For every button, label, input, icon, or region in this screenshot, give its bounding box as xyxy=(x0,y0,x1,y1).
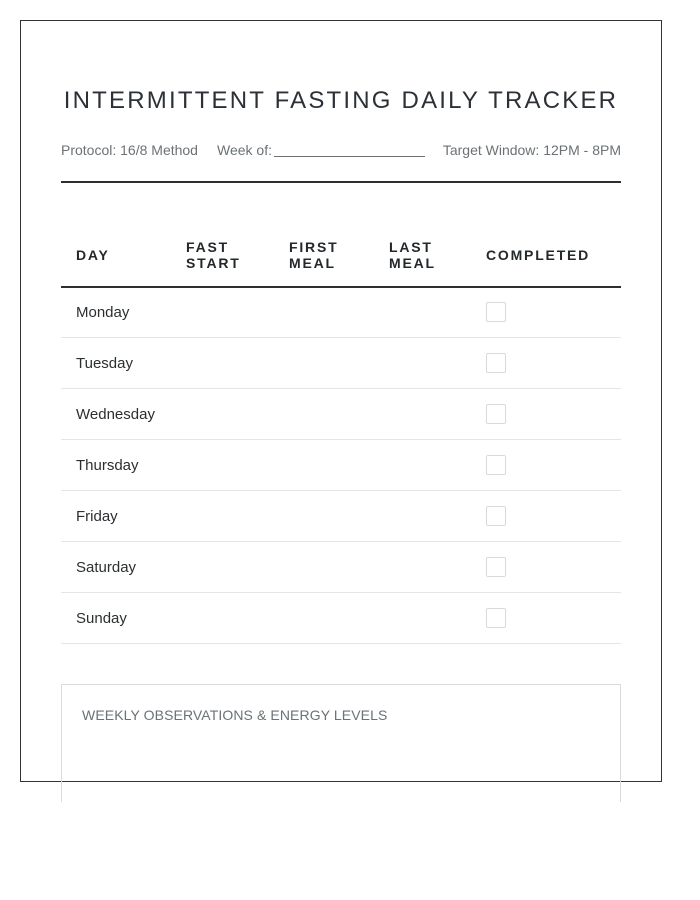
week-of-field[interactable] xyxy=(274,156,425,157)
page-title: INTERMITTENT FASTING DAILY TRACKER xyxy=(63,87,619,114)
completed-checkbox[interactable] xyxy=(486,557,506,577)
completed-checkbox[interactable] xyxy=(486,302,506,322)
header-last-meal xyxy=(389,239,436,271)
tracker-meta xyxy=(61,142,621,162)
header-last-meal-line1: LAST xyxy=(389,239,433,255)
table-body xyxy=(61,287,621,644)
row-day-label: Tuesday xyxy=(76,355,133,372)
protocol-label: Protocol: 16/8 Method xyxy=(61,142,198,158)
header-divider xyxy=(61,181,621,183)
row-day-label: Saturday xyxy=(76,559,137,576)
table-row xyxy=(61,440,621,491)
header-fast-start-line2: START xyxy=(186,255,241,271)
completed-checkbox[interactable] xyxy=(486,404,506,424)
header-fast-start-line1: FAST xyxy=(186,239,229,255)
week-of-label: Week of: xyxy=(217,142,272,158)
target-window-label: Target Window: 12PM - 8PM xyxy=(442,142,621,158)
header-fast-start xyxy=(186,239,241,271)
table-row xyxy=(61,491,621,542)
header-completed: COMPLETED xyxy=(486,247,591,263)
row-day-label: Friday xyxy=(76,508,118,525)
row-day-label: Monday xyxy=(76,304,130,321)
header-first-meal-line2: MEAL xyxy=(289,255,336,271)
row-day-label: Sunday xyxy=(76,610,127,627)
header-last-meal-line2: MEAL xyxy=(389,255,436,271)
table-header xyxy=(61,231,621,288)
table-row xyxy=(61,389,621,440)
completed-checkbox[interactable] xyxy=(486,353,506,373)
page-bottom-margin xyxy=(0,802,700,900)
header-first-meal-line1: FIRST xyxy=(289,239,339,255)
completed-checkbox[interactable] xyxy=(486,506,506,526)
row-day-label: Thursday xyxy=(76,457,139,474)
row-day-label: Wednesday xyxy=(76,406,155,423)
weekly-observations-label: WEEKLY OBSERVATIONS & ENERGY LEVELS xyxy=(82,707,388,723)
table-row xyxy=(61,593,621,644)
table-row xyxy=(61,338,621,389)
table-row xyxy=(61,287,621,338)
header-first-meal xyxy=(289,239,338,271)
header-day: DAY xyxy=(76,247,110,263)
tracker-sheet xyxy=(20,20,662,782)
completed-checkbox[interactable] xyxy=(486,608,506,628)
completed-checkbox[interactable] xyxy=(486,455,506,475)
table-row xyxy=(61,542,621,593)
